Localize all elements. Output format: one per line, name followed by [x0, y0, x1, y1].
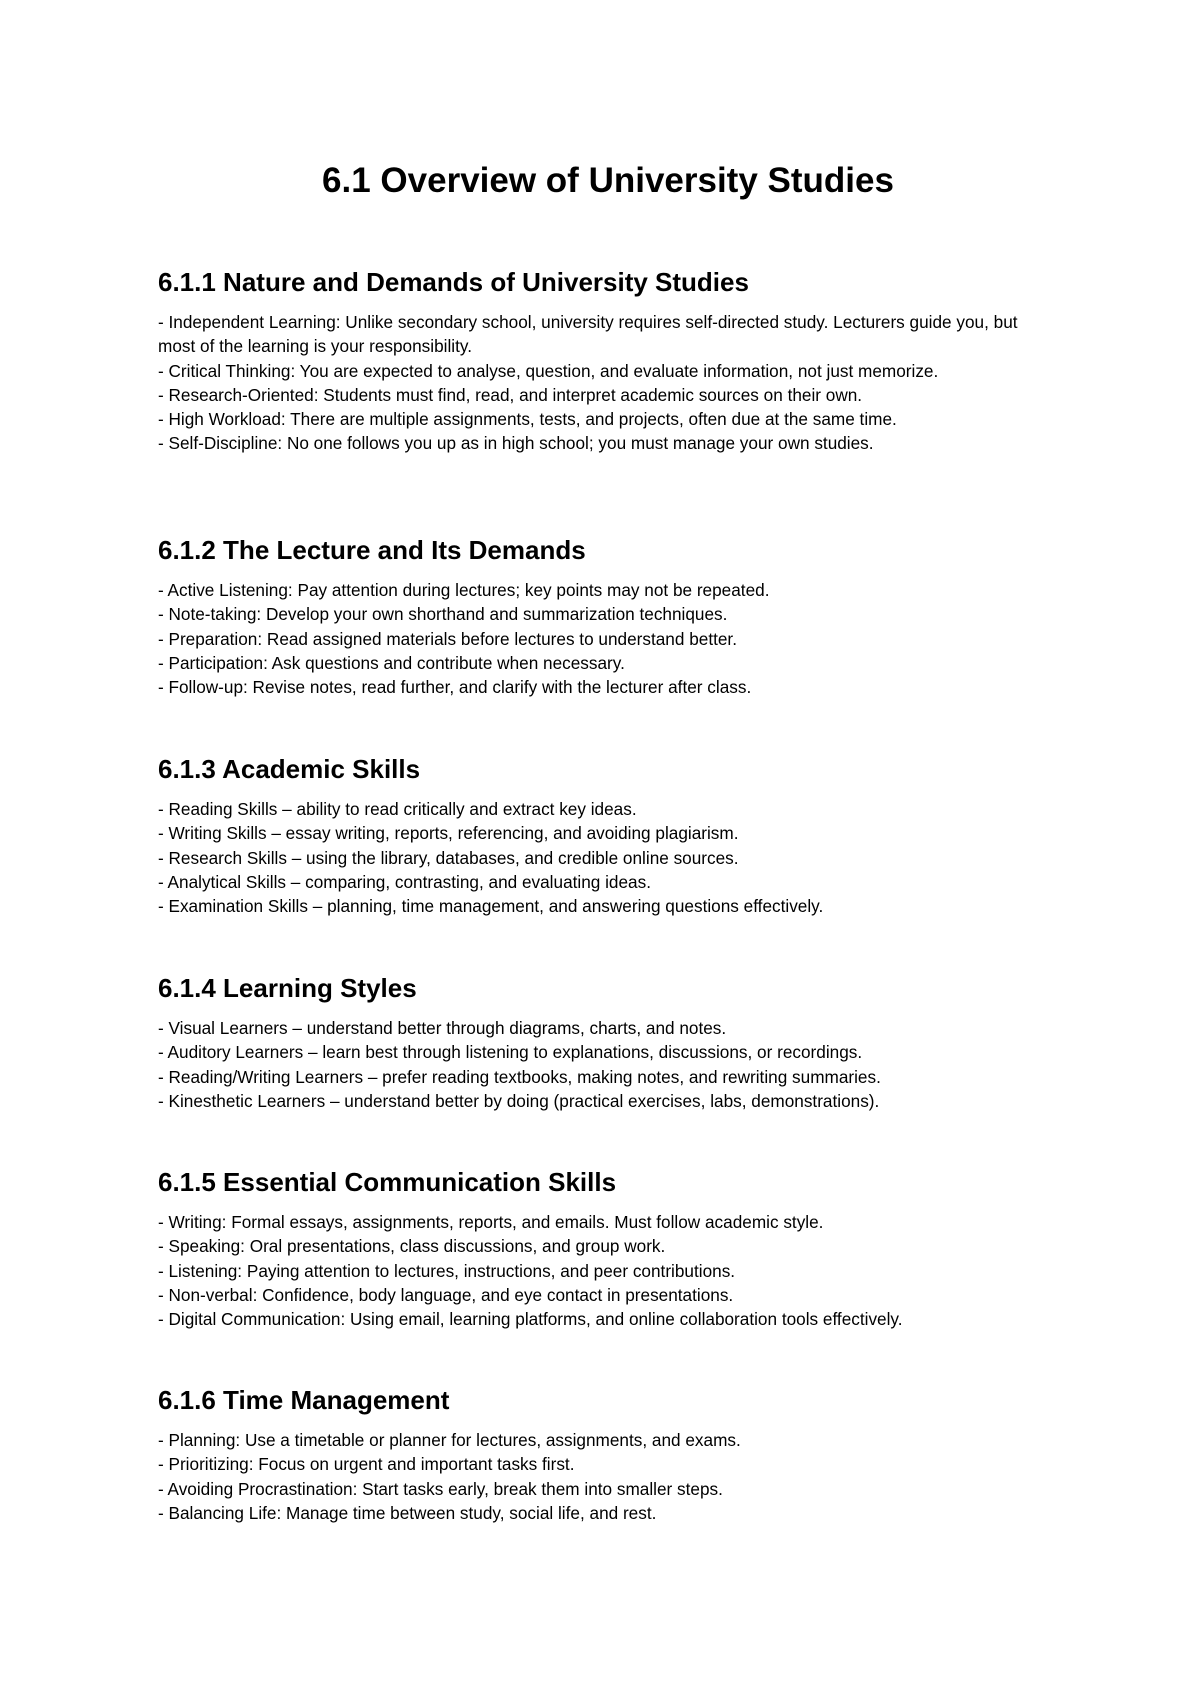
- list-item: - Speaking: Oral presentations, class discussions, and group work.: [158, 1236, 666, 1257]
- list-item: - Analytical Skills – comparing, contrasting, and evaluating ideas.: [158, 871, 651, 892]
- list-item: - Non-verbal: Confidence, body language, and eye contact in presentations.: [158, 1284, 734, 1305]
- list-item: - Reading/Writing Learners – prefer reading textbooks, making notes, and rewriting summaries.: [158, 1066, 881, 1087]
- section-heading: 6.1.5 Essential Communication Skills: [158, 1167, 617, 1197]
- section-academic-skills: [158, 751, 1058, 918]
- list-item: - Self-Discipline: No one follows you up as in high school; you must manage your own studies.: [158, 433, 874, 454]
- section-learning-styles: [158, 970, 1058, 1113]
- list-item: - Follow-up: Revise notes, read further, and clarify with the lecturer after class.: [158, 677, 752, 698]
- section-heading: 6.1.1 Nature and Demands of University Studies: [158, 267, 749, 297]
- list-item: - Prioritizing: Focus on urgent and important tasks first.: [158, 1454, 575, 1475]
- document-title: 6.1 Overview of University Studies: [322, 161, 894, 200]
- list-item: - Examination Skills – planning, time management, and answering questions effectively.: [158, 896, 824, 917]
- list-item: - Balancing Life: Manage time between study, social life, and rest.: [158, 1502, 657, 1523]
- list-item: - Independent Learning: Unlike secondary school, university requires self-directed study. Lecturers guide you, but most of the learning is your responsibility.: [158, 312, 1023, 357]
- list-item: - Note-taking: Develop your own shorthand and summarization techniques.: [158, 604, 728, 625]
- list-item: - Research-Oriented: Students must find, read, and interpret academic sources on their own.: [158, 384, 863, 405]
- list-item: - Writing Skills – essay writing, reports, referencing, and avoiding plagiarism.: [158, 823, 739, 844]
- list-item: - Visual Learners – understand better through diagrams, charts, and notes.: [158, 1018, 727, 1038]
- list-item: - Listening: Paying attention to lectures, instructions, and peer contributions.: [158, 1260, 736, 1281]
- section-heading: 6.1.6 Time Management: [158, 1385, 450, 1415]
- section-communication-skills: [158, 1164, 1058, 1331]
- list-item: - Planning: Use a timetable or planner for lectures, assignments, and exams.: [158, 1430, 741, 1450]
- list-item: - Critical Thinking: You are expected to analyse, question, and evaluate information, not just memorize.: [158, 360, 939, 381]
- section-time-management: [158, 1382, 1058, 1525]
- list-item: - Kinesthetic Learners – understand better by doing (practical exercises, labs, demonstrations).: [158, 1090, 880, 1111]
- list-item: - Active Listening: Pay attention during lectures; key points may not be repeated.: [158, 580, 770, 600]
- list-item: - Auditory Learners – learn best through listening to explanations, discussions, or recordings.: [158, 1042, 863, 1063]
- section-lecture-and-demands: [158, 532, 1058, 699]
- list-item: - Reading Skills – ability to read critically and extract key ideas.: [158, 799, 637, 819]
- list-item: - Participation: Ask questions and contribute when necessary.: [158, 652, 625, 673]
- list-item: - Avoiding Procrastination: Start tasks early, break them into smaller steps.: [158, 1478, 723, 1499]
- list-item: - High Workload: There are multiple assignments, tests, and projects, often due at the same time.: [158, 409, 897, 430]
- list-item: - Digital Communication: Using email, learning platforms, and online collaboration tools effectively.: [158, 1309, 903, 1330]
- section-heading: 6.1.3 Academic Skills: [158, 754, 421, 784]
- section-heading: 6.1.4 Learning Styles: [158, 973, 417, 1003]
- section-heading: 6.1.2 The Lecture and Its Demands: [158, 535, 586, 565]
- list-item: - Research Skills – using the library, databases, and credible online sources.: [158, 847, 739, 868]
- section-nature-and-demands: [158, 264, 1058, 456]
- list-item: - Preparation: Read assigned materials before lectures to understand better.: [158, 628, 737, 649]
- list-item: - Writing: Formal essays, assignments, reports, and emails. Must follow academic style.: [158, 1212, 824, 1232]
